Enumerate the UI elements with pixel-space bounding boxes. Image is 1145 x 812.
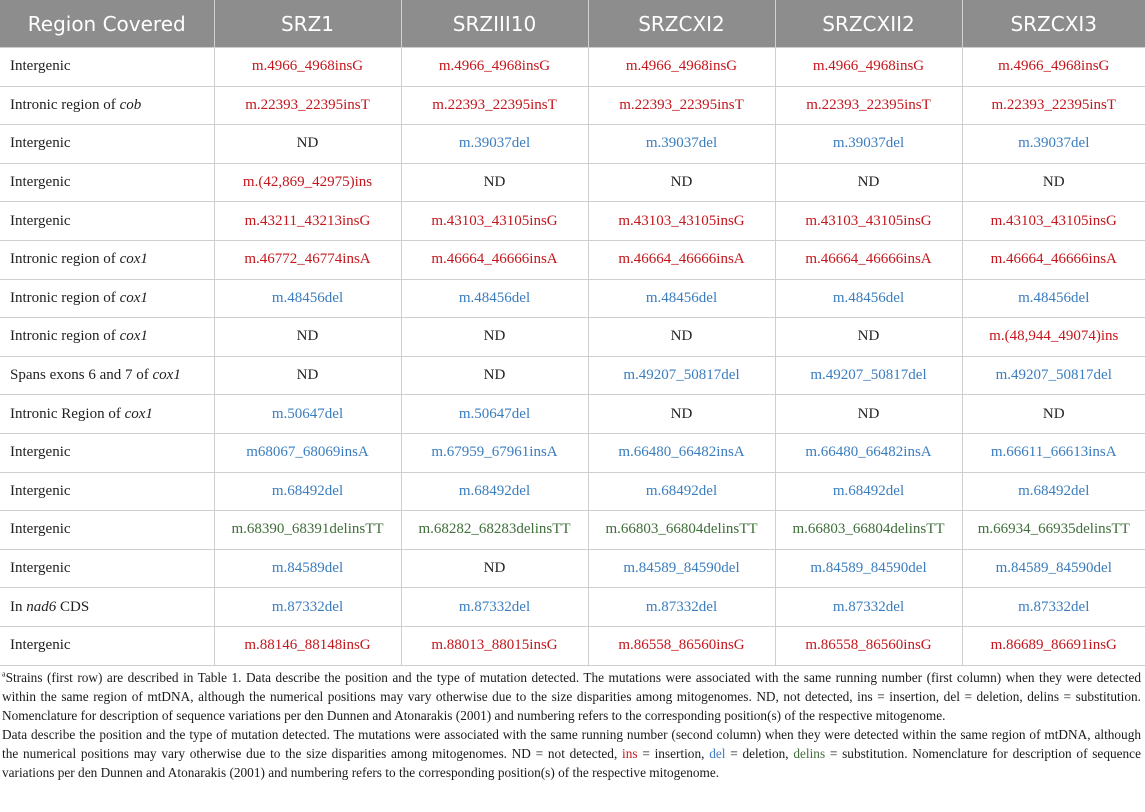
not-detected-cell: ND bbox=[962, 163, 1145, 202]
footnote-1-text: Strains (first row) are described in Table 1. Data describe the position and the type of mutation detected. The mutations were associated with the same running number (first column) when they were detected within the same region of mtDNA, although the numerical positions may vary otherwise due to the size disparities among mitogenomes. ND, not detected, ins = insertion, del = deletion, delins = substitution. Nomenclature for description of sequence variations per den Dunnen and Atonarakis (2001) and numbering refers to the corresponding position(s) of the respective mitogenome. bbox=[2, 670, 1141, 723]
table-row bbox=[0, 48, 1145, 87]
mutation-cell: m68067_68069insA bbox=[214, 433, 401, 472]
mutation-cell: m.46664_46666insA bbox=[401, 240, 588, 279]
mutation-cell: m.46772_46774insA bbox=[214, 240, 401, 279]
mutation-cell: m.87332del bbox=[588, 588, 775, 627]
footnote-2-text-c: = deletion, bbox=[725, 746, 794, 761]
mutation-cell: m.86558_86560insG bbox=[588, 626, 775, 665]
region-cell bbox=[0, 588, 214, 627]
table-row bbox=[0, 163, 1145, 202]
mutation-cell: m.50647del bbox=[401, 395, 588, 434]
header-region-covered: Region Covered bbox=[0, 0, 214, 48]
legend-ins: ins bbox=[622, 746, 638, 761]
region-cell bbox=[0, 86, 214, 125]
region-cell bbox=[0, 318, 214, 357]
region-text: Intronic region of bbox=[10, 289, 120, 306]
table-row bbox=[0, 202, 1145, 241]
mutation-cell: m.4966_4968insG bbox=[588, 48, 775, 87]
footnote-marker: a bbox=[2, 669, 6, 679]
mutation-cell: m.22393_22395insT bbox=[214, 86, 401, 125]
region-cell bbox=[0, 240, 214, 279]
mutation-cell: m.66803_66804delinsTT bbox=[775, 511, 962, 550]
mutation-cell: m.48456del bbox=[401, 279, 588, 318]
region-text: Spans exons 6 and 7 of bbox=[10, 367, 153, 384]
mutation-cell: m.66480_66482insA bbox=[588, 433, 775, 472]
table-row bbox=[0, 318, 1145, 357]
table-row bbox=[0, 86, 1145, 125]
mutation-cell: m.68282_68283delinsTT bbox=[401, 511, 588, 550]
gene-name: cox1 bbox=[152, 367, 181, 384]
mutation-cell: m.66934_66935delinsTT bbox=[962, 511, 1145, 550]
table-row bbox=[0, 279, 1145, 318]
mutation-cell: m.67959_67961insA bbox=[401, 433, 588, 472]
mutation-cell: m.39037del bbox=[775, 125, 962, 164]
header-strain-srzcxi3: SRZCXI3 bbox=[962, 0, 1145, 48]
region-cell bbox=[0, 163, 214, 202]
not-detected-cell: ND bbox=[588, 318, 775, 357]
mutation-cell: m.22393_22395insT bbox=[588, 86, 775, 125]
mutation-cell: m.84589_84590del bbox=[962, 549, 1145, 588]
region-suffix: CDS bbox=[56, 598, 90, 615]
gene-name: cob bbox=[119, 96, 142, 113]
mutation-cell: m.46664_46666insA bbox=[962, 240, 1145, 279]
mutation-cell: m.86558_86560insG bbox=[775, 626, 962, 665]
mutation-cell: m.39037del bbox=[401, 125, 588, 164]
region-text: Intergenic bbox=[10, 174, 71, 191]
mutation-cell: m.87332del bbox=[775, 588, 962, 627]
mutation-cell: m.4966_4968insG bbox=[775, 48, 962, 87]
mutation-cell: m.43211_43213insG bbox=[214, 202, 401, 241]
mutation-cell: m.43103_43105insG bbox=[401, 202, 588, 241]
table-row bbox=[0, 511, 1145, 550]
gene-name: cox1 bbox=[124, 405, 153, 422]
table-row bbox=[0, 240, 1145, 279]
mutation-cell: m.4966_4968insG bbox=[401, 48, 588, 87]
region-text: Intronic region of bbox=[10, 251, 120, 268]
not-detected-cell: ND bbox=[214, 125, 401, 164]
region-cell bbox=[0, 433, 214, 472]
mutation-cell: m.87332del bbox=[401, 588, 588, 627]
gene-name: cox1 bbox=[119, 251, 148, 268]
table-row bbox=[0, 626, 1145, 665]
header-strain-srzcxi2: SRZCXI2 bbox=[588, 0, 775, 48]
mutation-cell: m.48456del bbox=[214, 279, 401, 318]
mutation-cell: m.43103_43105insG bbox=[588, 202, 775, 241]
footnote-1 bbox=[2, 668, 1141, 725]
mutation-cell: m.43103_43105insG bbox=[962, 202, 1145, 241]
header-strain-srzcxii2: SRZCXII2 bbox=[775, 0, 962, 48]
mutation-cell: m.88146_88148insG bbox=[214, 626, 401, 665]
mutation-cell: m.66611_66613insA bbox=[962, 433, 1145, 472]
gene-name: cox1 bbox=[119, 289, 148, 306]
mutation-cell: m.22393_22395insT bbox=[775, 86, 962, 125]
region-text: Intergenic bbox=[10, 58, 71, 75]
region-text: Intergenic bbox=[10, 135, 71, 152]
region-text: Intergenic bbox=[10, 482, 71, 499]
not-detected-cell: ND bbox=[775, 163, 962, 202]
mutation-cell: m.49207_50817del bbox=[775, 356, 962, 395]
table-row bbox=[0, 395, 1145, 434]
region-text: Intergenic bbox=[10, 521, 71, 538]
region-text: Intronic region of bbox=[10, 328, 120, 345]
gene-name: cox1 bbox=[119, 328, 148, 345]
footnote-2-text-a: Data describe the position and the type of mutation detected. The mutations were associated with the same running number (second column) when they were detected within the same region of mtDNA, although the numerical positions may vary otherwise due to the size disparities among mitogenomes. ND = not detected, bbox=[2, 727, 1141, 761]
region-text: In bbox=[10, 598, 27, 615]
header-strain-srziii10: SRZIII10 bbox=[401, 0, 588, 48]
region-text: Intronic Region of bbox=[10, 405, 125, 422]
not-detected-cell: ND bbox=[588, 163, 775, 202]
region-cell bbox=[0, 395, 214, 434]
footnote-2 bbox=[2, 725, 1141, 782]
mutation-cell: m.87332del bbox=[962, 588, 1145, 627]
mutation-cell: m.68492del bbox=[588, 472, 775, 511]
table-row bbox=[0, 125, 1145, 164]
mutation-cell: m.68390_68391delinsTT bbox=[214, 511, 401, 550]
region-cell bbox=[0, 511, 214, 550]
region-text: Intergenic bbox=[10, 212, 71, 229]
not-detected-cell: ND bbox=[401, 549, 588, 588]
not-detected-cell: ND bbox=[962, 395, 1145, 434]
region-cell bbox=[0, 125, 214, 164]
mutation-cell: m.22393_22395insT bbox=[401, 86, 588, 125]
region-cell bbox=[0, 279, 214, 318]
not-detected-cell: ND bbox=[214, 318, 401, 357]
not-detected-cell: ND bbox=[775, 318, 962, 357]
region-cell bbox=[0, 549, 214, 588]
mutation-cell: m.(42,869_42975)ins bbox=[214, 163, 401, 202]
mutation-cell: m.46664_46666insA bbox=[588, 240, 775, 279]
region-cell bbox=[0, 48, 214, 87]
region-text: Intronic region of bbox=[10, 96, 120, 113]
mutation-cell: m.46664_46666insA bbox=[775, 240, 962, 279]
not-detected-cell: ND bbox=[401, 318, 588, 357]
region-cell bbox=[0, 202, 214, 241]
region-cell bbox=[0, 472, 214, 511]
mutation-cell: m.66803_66804delinsTT bbox=[588, 511, 775, 550]
region-text: Intergenic bbox=[10, 637, 71, 654]
mutation-cell: m.86689_86691insG bbox=[962, 626, 1145, 665]
header-row bbox=[0, 0, 1145, 48]
mutation-cell: m.49207_50817del bbox=[588, 356, 775, 395]
mutation-cell: m.49207_50817del bbox=[962, 356, 1145, 395]
mutation-cell: m.84589del bbox=[214, 549, 401, 588]
gene-name: nad6 bbox=[26, 598, 57, 615]
region-text: Intergenic bbox=[10, 560, 71, 577]
not-detected-cell: ND bbox=[214, 356, 401, 395]
mutation-cell: m.48456del bbox=[588, 279, 775, 318]
mutation-cell: m.4966_4968insG bbox=[214, 48, 401, 87]
mutation-cell: m.84589_84590del bbox=[775, 549, 962, 588]
legend-delins: delins bbox=[793, 746, 826, 761]
mutation-cell: m.48456del bbox=[962, 279, 1145, 318]
mutation-cell: m.68492del bbox=[214, 472, 401, 511]
header-strain-srz1: SRZ1 bbox=[214, 0, 401, 48]
table-row bbox=[0, 588, 1145, 627]
footnote-2-text-b: = insertion, bbox=[637, 746, 710, 761]
mutation-cell: m.66480_66482insA bbox=[775, 433, 962, 472]
mutation-cell: m.22393_22395insT bbox=[962, 86, 1145, 125]
mutation-cell: m.88013_88015insG bbox=[401, 626, 588, 665]
mutation-cell: m.87332del bbox=[214, 588, 401, 627]
table-body bbox=[0, 48, 1145, 666]
table-footnotes bbox=[2, 668, 1141, 782]
legend-del: del bbox=[709, 746, 726, 761]
not-detected-cell: ND bbox=[775, 395, 962, 434]
mutation-cell: m.39037del bbox=[962, 125, 1145, 164]
mutation-cell: m.68492del bbox=[401, 472, 588, 511]
region-cell bbox=[0, 356, 214, 395]
table-row bbox=[0, 472, 1145, 511]
table-header bbox=[0, 0, 1145, 48]
not-detected-cell: ND bbox=[401, 163, 588, 202]
mutation-cell: m.(48,944_49074)ins bbox=[962, 318, 1145, 357]
mutation-cell: m.84589_84590del bbox=[588, 549, 775, 588]
mutation-cell: m.68492del bbox=[962, 472, 1145, 511]
mutation-cell: m.50647del bbox=[214, 395, 401, 434]
not-detected-cell: ND bbox=[401, 356, 588, 395]
mutation-cell: m.68492del bbox=[775, 472, 962, 511]
mutation-cell: m.39037del bbox=[588, 125, 775, 164]
mutation-cell: m.48456del bbox=[775, 279, 962, 318]
mutation-cell: m.43103_43105insG bbox=[775, 202, 962, 241]
footnote-2-text-d: = substitution. Nomenclature for description of sequence variations per den Dunnen and Atonarakis (2001) and numbering refers to the corresponding position(s) of the respective mitogenome. bbox=[2, 746, 1141, 780]
table-row bbox=[0, 549, 1145, 588]
not-detected-cell: ND bbox=[588, 395, 775, 434]
table-row bbox=[0, 433, 1145, 472]
mutation-cell: m.4966_4968insG bbox=[962, 48, 1145, 87]
table-row bbox=[0, 356, 1145, 395]
region-text: Intergenic bbox=[10, 444, 71, 461]
region-cell bbox=[0, 626, 214, 665]
